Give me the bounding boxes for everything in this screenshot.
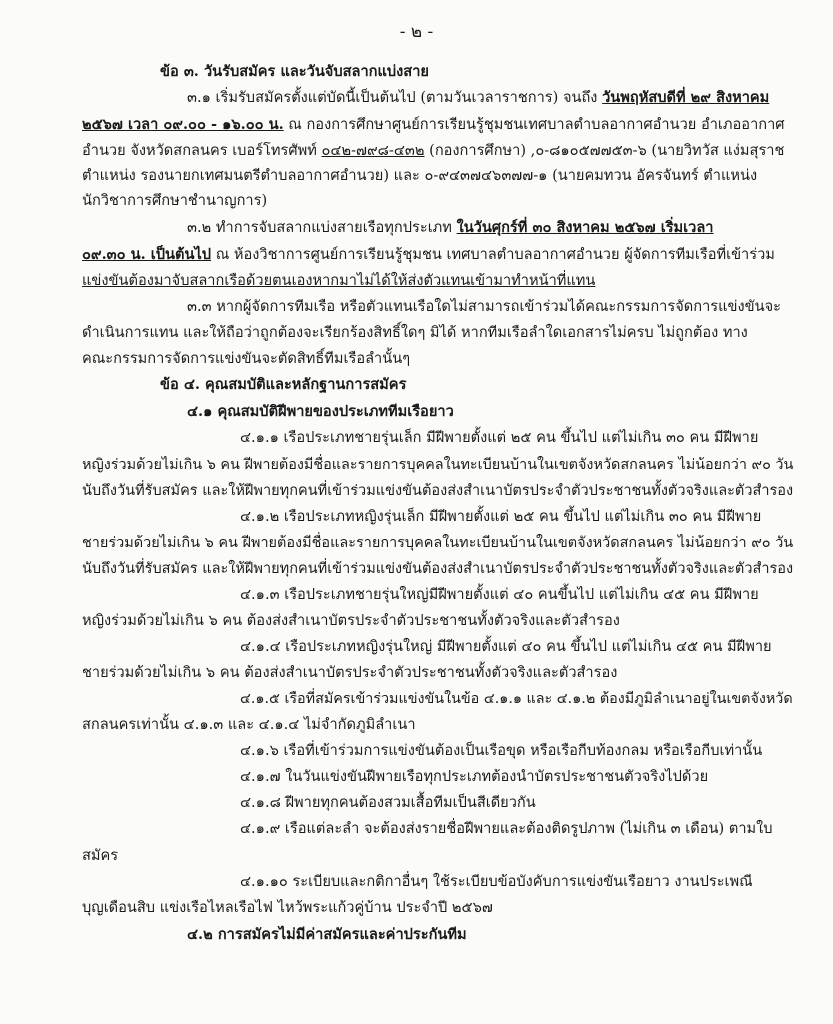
text-segment: ณ กองการศึกษาศูนย์การเรียนรู้ชุมชนเทศบาลตำบลอากาศอำนวย อำเภออากาศ bbox=[283, 116, 785, 133]
text-line bbox=[82, 115, 785, 135]
text-line: ชายร่วมด้วยไม่เกิน ๖ คน ต้องส่งสำเนาบัตรประจำตัวประชาชนทั้งตัวจริงและตัวสำรอง bbox=[82, 664, 618, 681]
deadline-date: วันพฤหัสบดีที่ ๒๙ สิงหาคม bbox=[602, 89, 770, 106]
text-segment: ณ ห้องวิชาการศูนย์การเรียนรู้ชุมชน เทศบาลตำบลอากาศอำนวย ผู้จัดการทีมเรือที่เข้าร่วม bbox=[211, 246, 775, 263]
section-4-2-heading: ๔.๒ การสมัครไม่มีค่าสมัครและค่าประกันทีม bbox=[187, 926, 467, 943]
draw-date: ในวันศุกร์ที่ ๓๐ สิงหาคม ๒๕๖๗ เริ่มเวลา bbox=[456, 219, 714, 236]
text-line: นักวิชาการศึกษาชำนาญการ) bbox=[82, 192, 268, 209]
text-line bbox=[82, 141, 784, 161]
clause-4-1-8-line: ๔.๑.๘ ฝีพายทุกคนต้องสวมเสื้อทีมเป็นสีเดียวกัน bbox=[240, 794, 536, 811]
text-line: สกลนครเท่านั้น ๔.๑.๓ และ ๔.๑.๔ ไม่จำกัดภูมิลำเนา bbox=[82, 716, 416, 733]
page-number: - ๒ - bbox=[399, 22, 434, 42]
clause-4-1-10-line: ๔.๑.๑๐ ระเบียบและกติกาอื่นๆ ใช้ระเบียบข้อบังคับการแข่งขันเรือยาว งานประเพณี bbox=[240, 873, 753, 890]
clause-4-1-3-line: ๔.๑.๓ เรือประเภทชายรุ่นใหญ่มีฝีพายตั้งแต่ ๔๐ คนขึ้นไป แต่ไม่เกิน ๔๕ คน มีฝีพาย bbox=[240, 586, 759, 603]
clause-4-1-1-line: ๔.๑.๑ เรือประเภทชายรุ่นเล็ก มีฝีพายตั้งแต่ ๒๕ คน ขึ้นไป แต่ไม่เกิน ๓๐ คน มีฝีพาย bbox=[240, 429, 759, 446]
text-segment: ๓.๒ ทำการจับสลากแบ่งสายเรือทุกประเภท bbox=[187, 219, 457, 236]
phone-number: ๐๔๒-๗๙๘-๔๓๒ bbox=[321, 142, 425, 159]
draw-time: ๐๙.๓๐ น. เป็นต้นไป bbox=[82, 246, 212, 263]
clause-4-1-7-line: ๔.๑.๗ ในวันแข่งขันฝีพายเรือทุกประเภทต้องนำบัตรประชาชนตัวจริงไปด้วย bbox=[240, 768, 709, 785]
text-segment: อำนวย จังหวัดสกลนคร เบอร์โทรศัพท์ bbox=[82, 142, 322, 159]
text-line: สมัคร bbox=[82, 847, 119, 864]
text-line: นับถึงวันที่รับสมัคร และให้ฝีพายทุกคนที่เข้าร่วมแข่งขันต้องส่งสำเนาบัตรประจำตัวประชาชนทั้งตัวจริงและตัวสำรอง bbox=[82, 561, 794, 577]
text-line: บุญเดือนสิบ แข่งเรือไหลเรือไฟ ไหว้พระแก้วคู่บ้าน ประจำปี ๒๕๖๗ bbox=[82, 899, 493, 916]
text-line: หญิงร่วมด้วยไม่เกิน ๖ คน ฝีพายต้องมีชื่อและรายการบุคคลในทะเบียนบ้านในเขตจังหวัดสกลนคร ไม่น้อยกว่า ๙๐ วัน bbox=[82, 457, 794, 473]
text-line: คณะกรรมการจัดการแข่งขันจะตัดสิทธิ์ทีมเรือลำนั้นๆ bbox=[82, 350, 411, 367]
text-line: ชายร่วมด้วยไม่เกิน ๖ คน ฝีพายต้องมีชื่อและรายการบุคคลในทะเบียนบ้านในเขตจังหวัดสกลนคร ไม่น้อยกว่า ๙๐ วัน bbox=[82, 535, 794, 551]
text-line: นับถึงวันที่รับสมัคร และให้ฝีพายทุกคนที่เข้าร่วมแข่งขันต้องส่งสำเนาบัตรประจำตัวประชาชนทั้งตัวจริงและตัวสำรอง bbox=[82, 483, 794, 499]
clause-3-1-line bbox=[187, 88, 769, 108]
deadline-time: ๒๕๖๗ เวลา ๐๙.๐๐ - ๑๖.๐๐ น. bbox=[82, 116, 284, 133]
section-4-1-heading: ๔.๑ คุณสมบัติฝีพายของประเภททีมเรือยาว bbox=[187, 403, 454, 420]
clause-4-1-6-line: ๔.๑.๖ เรือที่เข้าร่วมการแข่งขันต้องเป็นเรือขุด หรือเรือกีบท้องกลม หรือเรือกีบเท่านั้น bbox=[240, 742, 763, 759]
text-line bbox=[82, 245, 775, 265]
text-segment: (กองการศึกษา) ,๐-๘๑๐๕๗๗๕๓-๖ (นายวิทวัส แง่มสุราช bbox=[424, 142, 785, 159]
section-3-heading: ข้อ ๓. วันรับสมัคร และวันจับสลากแบ่งสาย bbox=[160, 63, 429, 80]
section-4-heading: ข้อ ๔. คุณสมบัติและหลักฐานการสมัคร bbox=[160, 376, 407, 393]
clause-4-1-4-line: ๔.๑.๔ เรือประเภทหญิงรุ่นใหญ่ มีฝีพายตั้งแต่ ๔๐ คน ขึ้นไป แต่ไม่เกิน ๔๕ คน มีฝีพาย bbox=[240, 638, 772, 655]
text-line: ดำเนินการแทน และให้ถือว่าถูกต้องจะเรียกร้องสิทธิ์ใดๆ มิได้ หากทีมเรือลำใดเอกสารไม่ครบ ไม่ถูกต้อง ทาง bbox=[82, 324, 748, 341]
clause-4-1-5-line: ๔.๑.๕ เรือที่สมัครเข้าร่วมแข่งขันในข้อ ๔.๑.๑ และ ๔.๑.๒ ต้องมีภูมิลำเนาอยู่ในเขตจังหวัด bbox=[240, 691, 793, 707]
clause-4-1-2-line: ๔.๑.๒ เรือประเภทหญิงรุ่นเล็ก มีฝีพายตั้งแต่ ๒๕ คน ขึ้นไป แต่ไม่เกิน ๓๐ คน มีฝีพาย bbox=[240, 508, 762, 525]
text-line: แข่งขันต้องมาจับสลากเรือด้วยตนเองหากมาไม่ได้ให้ส่งตัวแทนเข้ามาทำหน้าที่แทน bbox=[82, 272, 596, 289]
clause-4-1-9-line: ๔.๑.๙ เรือแต่ละลำ จะต้องส่งรายชื่อฝีพายและต้องติดรูปภาพ (ไม่เกิน ๓ เดือน) ตามใบ bbox=[240, 820, 773, 837]
clause-3-3-line: ๓.๓ หากผู้จัดการทีมเรือ หรือตัวแทนเรือใดไม่สามารถเข้าร่วมได้คณะกรรมการจัดการแข่งขันจะ bbox=[187, 298, 781, 315]
clause-3-2-line bbox=[187, 218, 714, 238]
text-segment: ๓.๑ เริ่มรับสมัครตั้งแต่บัดนี้เป็นต้นไป (ตามวันเวลาราชการ) จนถึง bbox=[187, 89, 603, 106]
text-line: ตำแหน่ง รองนายกเทศมนตรีตำบลอากาศอำนวย) และ ๐-๙๔๓๗๔๖๓๗๗-๑ (นายคมทวน อัครจันทร์ ตำแหน่ง bbox=[82, 167, 758, 184]
text-line: หญิงร่วมด้วยไม่เกิน ๖ คน ต้องส่งสำเนาบัตรประจำตัวประชาชนทั้งตัวจริงและตัวสำรอง bbox=[82, 612, 620, 629]
